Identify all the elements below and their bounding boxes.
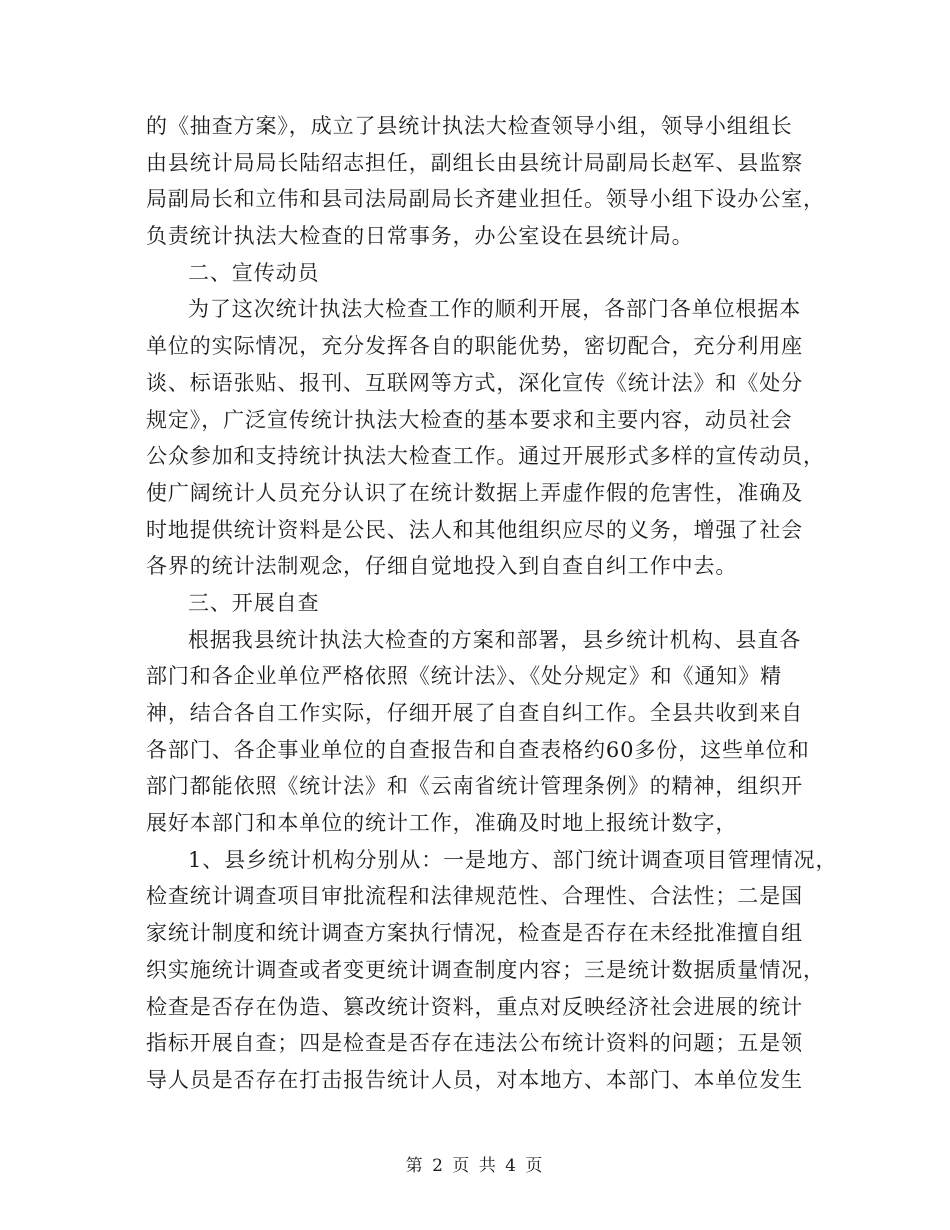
- text-line: 各界的统计法制观念，仔细自觉地投入到自查自纠工作中去。: [146, 554, 738, 579]
- text-line: 谈、标语张贴、报刊、互联网等方式，深化宣传《统计法》和《处分: [146, 370, 803, 395]
- text-line: 的《抽查方案》，成立了县统计执法大检查领导小组，领导小组组长: [146, 114, 793, 138]
- text-line: 时地提供统计资料是公民、法人和其他组织应尽的义务，增强了社会: [146, 517, 803, 542]
- text-line: 二、宣传动员: [188, 260, 320, 285]
- text-line: 检查统计调查项目审批流程和法律规范性、合理性、合法性；二是国: [146, 884, 803, 909]
- text-line: 使广阔统计人员充分认识了在统计数据上弄虚作假的危害性，准确及: [146, 480, 803, 505]
- text-line: 织实施统计调查或者变更统计调查制度内容；三是统计数据质量情况，: [146, 957, 825, 982]
- text-line: 根据我县统计执法大检查的方案和部署，县乡统计机构、县直各: [188, 627, 802, 652]
- text-line: 检查是否存在伪造、篡改统计资料，重点对反映经济社会进展的统计: [146, 994, 803, 1019]
- text-line: 展好本部门和本单位的统计工作，准确及时地上报统计数字，: [146, 811, 738, 836]
- text-line: 部门都能依照《统计法》和《云南省统计管理条例》的精神，组织开: [146, 774, 803, 799]
- text-line: 部门和各企业单位严格依照《统计法》、《处分规定》和《通知》精: [146, 664, 782, 689]
- text-line: 公众参加和支持统计执法大检查工作。通过开展形式多样的宣传动员，: [146, 444, 825, 469]
- text-line: 单位的实际情况，充分发挥各自的职能优势，密切配合，充分利用座: [146, 334, 803, 359]
- text-line: 导人员是否存在打击报告统计人员，对本地方、本部门、本单位发生: [146, 1067, 803, 1092]
- text-line: 由县统计局局长陆绍志担任，副组长由县统计局副局长赵军、县监察: [146, 150, 803, 175]
- text-line: 指标开展自查；四是检查是否存在违法公布统计资料的问题；五是领: [146, 1031, 803, 1056]
- text-line: 负责统计执法大检查的日常事务，办公室设在县统计局。: [146, 224, 694, 249]
- text-line: 各部门、各企事业单位的自查报告和自查表格约60多份，这些单位和: [146, 737, 810, 762]
- page-footer: 第 2 页 共 4 页: [405, 1156, 545, 1176]
- text-line: 为了这次统计执法大检查工作的顺利开展，各部门各单位根据本: [188, 297, 802, 322]
- document-body: [146, 108, 838, 1099]
- text-line: 神，结合各自工作实际，仔细开展了自查自纠工作。全县共收到来自: [146, 701, 803, 725]
- text-line: 规定》，广泛宣传统计执法大检查的基本要求和主要内容，动员社会: [146, 407, 793, 432]
- text-line: 三、开展自查: [188, 590, 320, 615]
- text-line: 局副局长和立伟和县司法局副局长齐建业担任。领导小组下设办公室，: [146, 187, 825, 212]
- text-line: 1、县乡统计机构分别从：一是地方、部门统计调查项目管理情况，: [188, 847, 838, 872]
- text-line: 家统计制度和统计调查方案执行情况，检查是否存在未经批准擅自组: [146, 921, 803, 946]
